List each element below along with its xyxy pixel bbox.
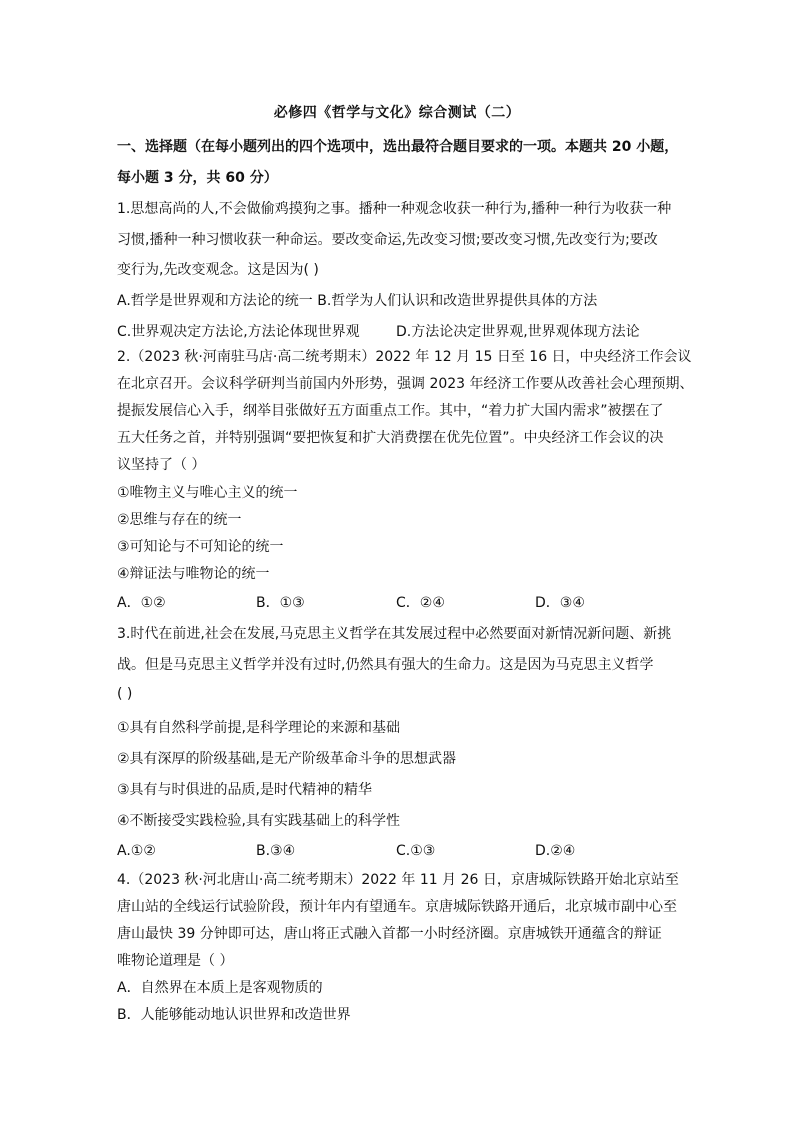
q2-option-a: A．①② [117,595,166,611]
q3-item-2: ②具有深厚的阶级基础,是无产阶级革命斗争的思想武器 [117,751,456,767]
q1-option-c: C.世界观决定方法论,方法论体现世界观 [117,324,360,340]
q4-option-b: B．人能够能动地认识世界和改造世界 [117,1007,351,1023]
q4-stem-line-3: 唐山最快 39 分钟即可达，唐山将正式融入首都一小时经济圈。京唐城铁开通蕴含的辩证 [117,926,662,942]
q3-item-1: ①具有自然科学前提,是科学理论的来源和基础 [117,720,400,736]
q1-option-ab: A.哲学是世界观和方法论的统一 B.哲学为人们认识和改造世界提供具体的方法 [117,293,598,309]
q3-item-3: ③具有与时俱进的品质,是时代精神的精华 [117,782,372,798]
q3-option-d: D.②④ [535,843,576,859]
q3-option-c: C.①③ [396,843,436,859]
q2-stem-line-5: 议坚持了（ ） [117,457,206,473]
q2-stem-line-2: 在北京召开。会议科学研判当前国内外形势，强调 2023 年经济工作要从改善社会心理预期、 [117,376,694,392]
q2-item-1: ①唯物主义与唯心主义的统一 [117,485,298,501]
q3-option-a: A.①② [117,843,156,859]
q2-item-2: ②思维与存在的统一 [117,512,242,528]
q4-stem-line-2: 唐山站的全线运行试验阶段，预计年内有望通车。京唐城际铁路开通后，北京城市副中心至 [117,899,677,915]
q2-stem-line-3: 提振发展信心入手，纲举目张做好五方面重点工作。其中，“着力扩大国内需求”被摆在了 [117,403,664,419]
q2-item-3: ③可知论与不可知论的统一 [117,539,284,555]
page-title: 必修四《哲学与文化》综合测试（二） [273,105,521,121]
q2-stem-line-4: 五大任务之首，并特别强调“要把恢复和扩大消费摆在优先位置”。中央经济工作会议的决 [117,430,664,446]
q4-stem-line-1: 4.（2023 秋·河北唐山·高二统考期末）2022 年 11 月 26 日，京唐城际铁路开始北京站至 [117,872,679,888]
q2-option-d: D．③④ [535,595,585,611]
q3-option-b: B.③④ [256,843,296,859]
q3-stem-line-1: 3.时代在前进,社会在发展,马克思主义哲学在其发展过程中必然要面对新情况新问题、新挑 [117,626,672,642]
q3-item-4: ④不断接受实践检验,具有实践基础上的科学性 [117,813,400,829]
q4-option-a: A．自然界在本质上是客观物质的 [117,980,323,996]
q2-option-c: C．②④ [396,595,445,611]
q2-stem-line-1: 2.（2023 秋·河南驻马店·高二统考期末）2022 年 12 月 15 日至 16 日，中央经济工作会议 [117,349,692,365]
q1-stem-line-2: 习惯,播种一种习惯收获一种命运。要改变命运,先改变习惯;要改变习惯,先改变行为;要改 [117,232,658,248]
q1-stem-line-1: 1.思想高尚的人,不会做偷鸡摸狗之事。播种一种观念收获一种行为,播种一种行为收获一种 [117,201,672,217]
q3-stem-line-3: ( ) [117,686,133,702]
q1-stem-line-3: 变行为,先改变观念。这是因为( ) [117,262,319,278]
q3-stem-line-2: 战。但是马克思主义哲学并没有过时,仍然具有强大的生命力。这是因为马克思主义哲学 [117,657,654,673]
q2-option-b: B．①③ [256,595,305,611]
section-heading-line-2: 每小题 3 分，共 60 分） [117,170,278,186]
q1-option-d: D.方法论决定世界观,世界观体现方法论 [396,324,640,340]
q2-item-4: ④辩证法与唯物论的统一 [117,566,270,582]
q4-stem-line-4: 唯物论道理是（ ） [117,953,234,969]
section-heading-line-1: 一、选择题（在每小题列出的四个选项中，选出最符合题目要求的一项。本题共 20 小题， [117,139,679,155]
